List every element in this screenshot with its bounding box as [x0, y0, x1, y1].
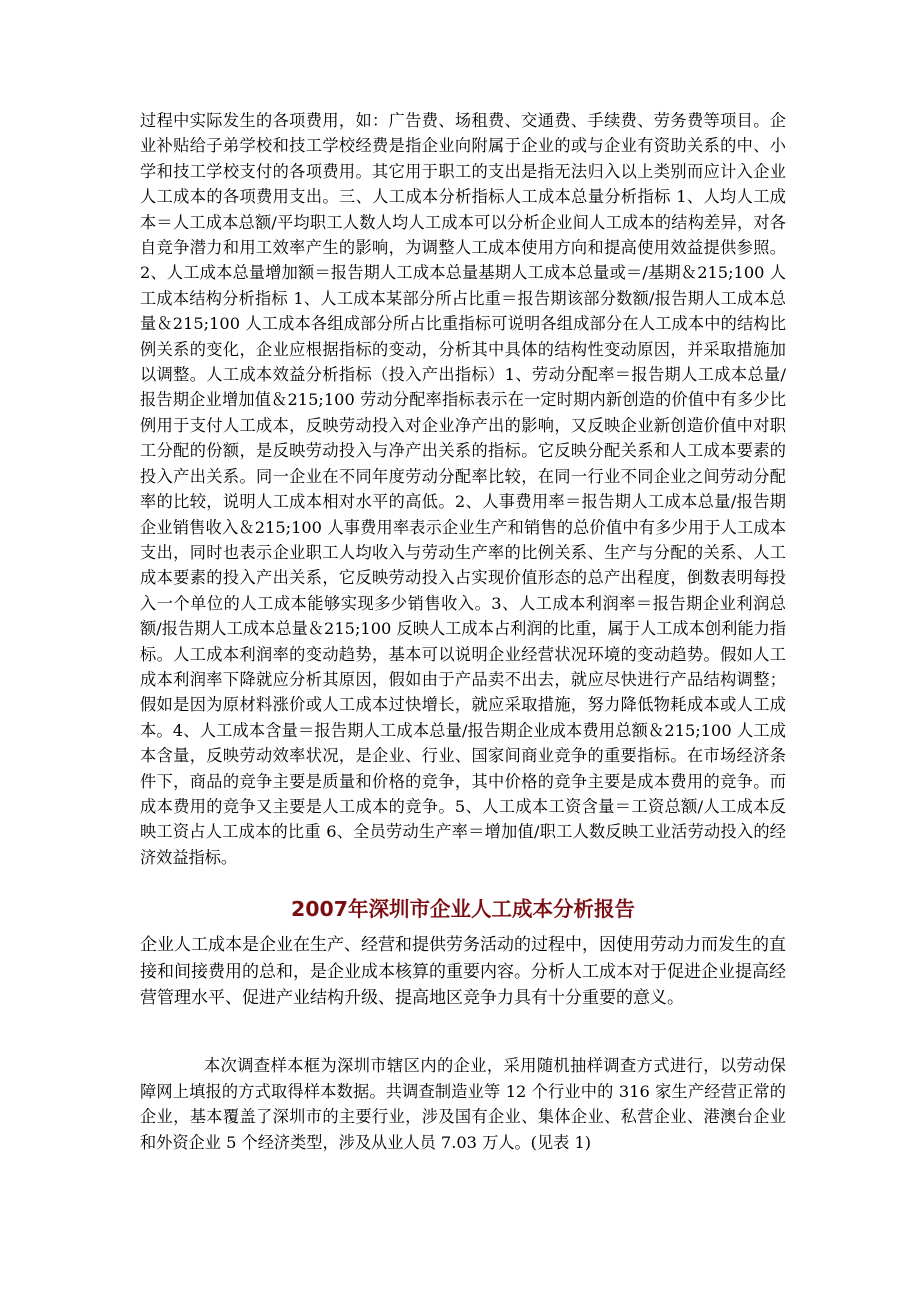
survey-paragraph: 本次调查样本框为深圳市辖区内的企业，采用随机抽样调查方式进行，以劳动保障网上填报的方式取得样本数据。共调查制造业等 12 个行业中的 316 家生产经营正常的企业，基本覆盖了深圳市的主要行业，涉及国有企业、集体企业、私营企业、港澳台企业和外资企业 5 个经济类型，涉及从业人员 7.03 万人。(见表 1)	[140, 1056, 786, 1152]
intro-paragraph: 企业人工成本是企业在生产、经营和提供劳务活动的过程中，因使用劳动力而发生的直接和间接费用的总和，是企业成本核算的重要内容。分析人工成本对于促进企业提高经营管理水平、促进产业结构升级、提高地区竞争力具有十分重要的意义。	[140, 935, 786, 1008]
section-heading: 2007年深圳市企业人工成本分析报告	[290, 897, 636, 921]
body-paragraph-indicators: 过程中实际发生的各项费用，如：广告费、场租费、交通费、手续费、劳务费等项目。企业补贴给子弟学校和技工学校经费是指企业向附属于企业的或与企业有资助关系的中、小学和技工学校支付的各项费用。其它用于职工的支出是指无法归入以上类别而应计入企业人工成本的各项费用支出。三、人工成本分析指标人工成本总量分析指标 1、人均人工成本＝人工成本总额/平均职工人数人均人工成本可以分析企业间人工成本的结构差异，对各自竞争潜力和用工效率产生的影响，为调整人工成本使用方向和提高使用效益提供参照。2、人工成本总量增加额＝报告期人工成本总量基期人工成本总量或＝/基期＆215;100 人工成本结构分析指标 1、人工成本某部分所占比重＝报告期该部分数额/报告期人工成本总量＆215;100 人工成本各组成部分所占比重指标可说明各组成部分在人工成本中的结构比例关系的变化，企业应根据指标的变动，分析其中具体的结构性变动原因，并采取措施加以调整。人工成本效益分析指标（投入产出指标）1、劳动分配率＝报告期人工成本总量/报告期企业增加值＆215;100 劳动分配率指标表示在一定时期内新创造的价值中有多少比例用于支付人工成本，反映劳动投入对企业净产出的影响，又反映企业新创造价值中对职工分配的份额，是反映劳动投入与净产出关系的指标。它反映分配关系和人工成本要素的投入产出关系。同一企业在不同年度劳动分配率比较，在同一行业不同企业之间劳动分配率的比较，说明人工成本相对水平的高低。2、人事费用率＝报告期人工成本总量/报告期企业销售收入＆215;100 人事费用率表示企业生产和销售的总价值中有多少用于人工成本支出，同时也表示企业职工人均收入与劳动生产率的比例关系、生产与分配的关系、人工成本要素的投入产出关系，它反映劳动投入占实现价值形态的总产出程度，倒数表明每投入一个单位的人工成本能够实现多少销售收入。3、人工成本利润率＝报告期企业利润总额/报告期人工成本总量＆215;100 反映人工成本占利润的比重，属于人工成本创利能力指标。人工成本利润率的变动趋势，基本可以说明企业经营状况环境的变动趋势。假如人工成本利润率下降就应分析其原因，假如由于产品卖不出去，就应尽快进行产品结构调整；假如是因为原材料涨价或人工成本过快增长，就应采取措施，努力降低物耗成本或人工成本。4、人工成本含量＝报告期人工成本总量/报告期企业成本费用总额＆215;100 人工成本含量，反映劳动效率状况，是企业、行业、国家间商业竞争的重要指标。在市场经济条件下，商品的竞争主要是质量和价格的竞争，其中价格的竞争主要是成本费用的竞争。而成本费用的竞争又主要是人工成本的竞争。5、人工成本工资含量＝工资总额/人工成本反映工资占人工成本的比重 6、全员劳动生产率＝增加值/职工人数反映工业活劳动投入的经济效益指标。	[140, 111, 786, 867]
